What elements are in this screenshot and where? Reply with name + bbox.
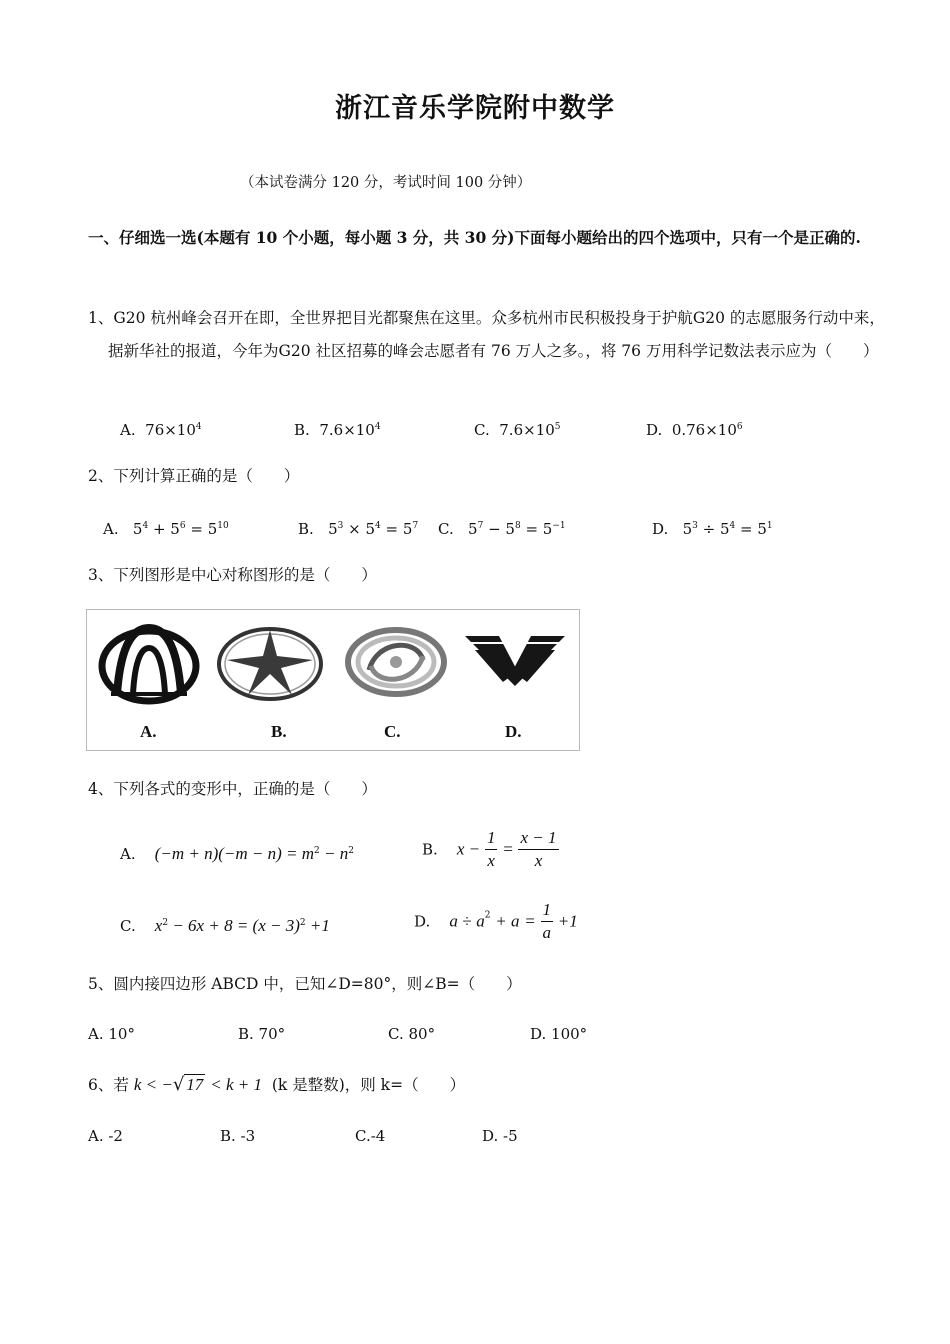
section-heading: 一、仔细选一选(本题有 10 个小题，每小题 3 分，共 30 分)下面每小题给出的四个选项中，只有一个是正确的.	[88, 228, 861, 247]
sqrt-symbol: √	[172, 1074, 185, 1095]
q6-option-a: A. -2	[88, 1127, 123, 1145]
q4-option-d: D. $a \div a^2 + a$ = $\frac{1}{a}$ +1	[414, 900, 578, 942]
q1-option-a: A. $76\times 10^4$	[120, 421, 202, 439]
q1-option-c: C. $7.6\times 10^5$	[474, 421, 561, 439]
logo-figure	[86, 609, 580, 751]
logo-a-label: A.	[140, 722, 157, 741]
q2-option-a: A. $5^4 + 5^6 = 5^{10}$	[103, 520, 229, 538]
q1-option-d: D. $0.76\times 10^6$	[646, 421, 743, 439]
question-1-text: 1、G20 杭州峰会召开在即，全世界把目光都聚焦在这里。众多杭州市民积极投身于护航G20 的志愿服务行动中来，据新华社的报道，今年为G20 社区招募的峰会志愿者有 76 万人之多。，将 76 万用科学记数法表示应为（ ）	[88, 309, 885, 360]
q5-option-c: C. 80°	[388, 1025, 436, 1043]
logo-a-icon	[102, 628, 196, 701]
logo-b-label: B.	[271, 722, 287, 741]
q1-option-b: B. $7.6\times 10^4$	[294, 421, 381, 439]
logo-d-icon	[465, 636, 565, 686]
q4-option-a: A. $(-m + n)(-m - n) = m^2 - n^2$	[120, 844, 354, 863]
question-6-text: 6、若 k < −√ 17 < k + 1 (k 是整数)，则 k=（ ）	[88, 1074, 466, 1095]
q5-option-d: D. 100°	[530, 1025, 588, 1043]
logo-c-icon	[348, 630, 444, 694]
question-2-text: 2、下列计算正确的是（ ）	[88, 467, 300, 485]
question-3-text: 3、下列图形是中心对称图形的是（ ）	[88, 566, 377, 584]
question-4-text: 4、下列各式的变形中，正确的是（ ）	[88, 780, 377, 798]
q6-option-d: D. -5	[482, 1127, 518, 1145]
q4-option-c: C. $x^2 - 6x + 8 = (x - 3)^2 +1$	[120, 916, 330, 935]
exam-info: （本试卷满分 120 分，考试时间 100 分钟）	[240, 175, 532, 191]
question-5-text: 5、圆内接四边形 ABCD 中，已知∠D=80°，则∠B=（ ）	[88, 975, 522, 993]
q6-option-b: B. -3	[220, 1127, 256, 1145]
q2-option-c: C. $5^7 - 5^8 = 5^{-1}$	[438, 520, 566, 538]
logo-c-label: C.	[384, 722, 401, 741]
q6-option-c: C.-4	[355, 1127, 386, 1145]
q5-option-a: A. 10°	[88, 1025, 135, 1043]
q2-option-d: D. $5^3 \div 5^4 = 5^1$	[652, 520, 773, 538]
q2-option-b: B. $5^3 \times 5^4 = 5^7$	[298, 520, 419, 538]
q4-option-b: B. x − $\frac{1}{x}$ = $\frac{x - 1}{x}$	[422, 828, 557, 870]
logo-d-label: D.	[505, 722, 522, 741]
q5-option-b: B. 70°	[238, 1025, 286, 1043]
logo-b-icon	[219, 629, 321, 699]
page-title: 浙江音乐学院附中数学	[335, 93, 615, 124]
